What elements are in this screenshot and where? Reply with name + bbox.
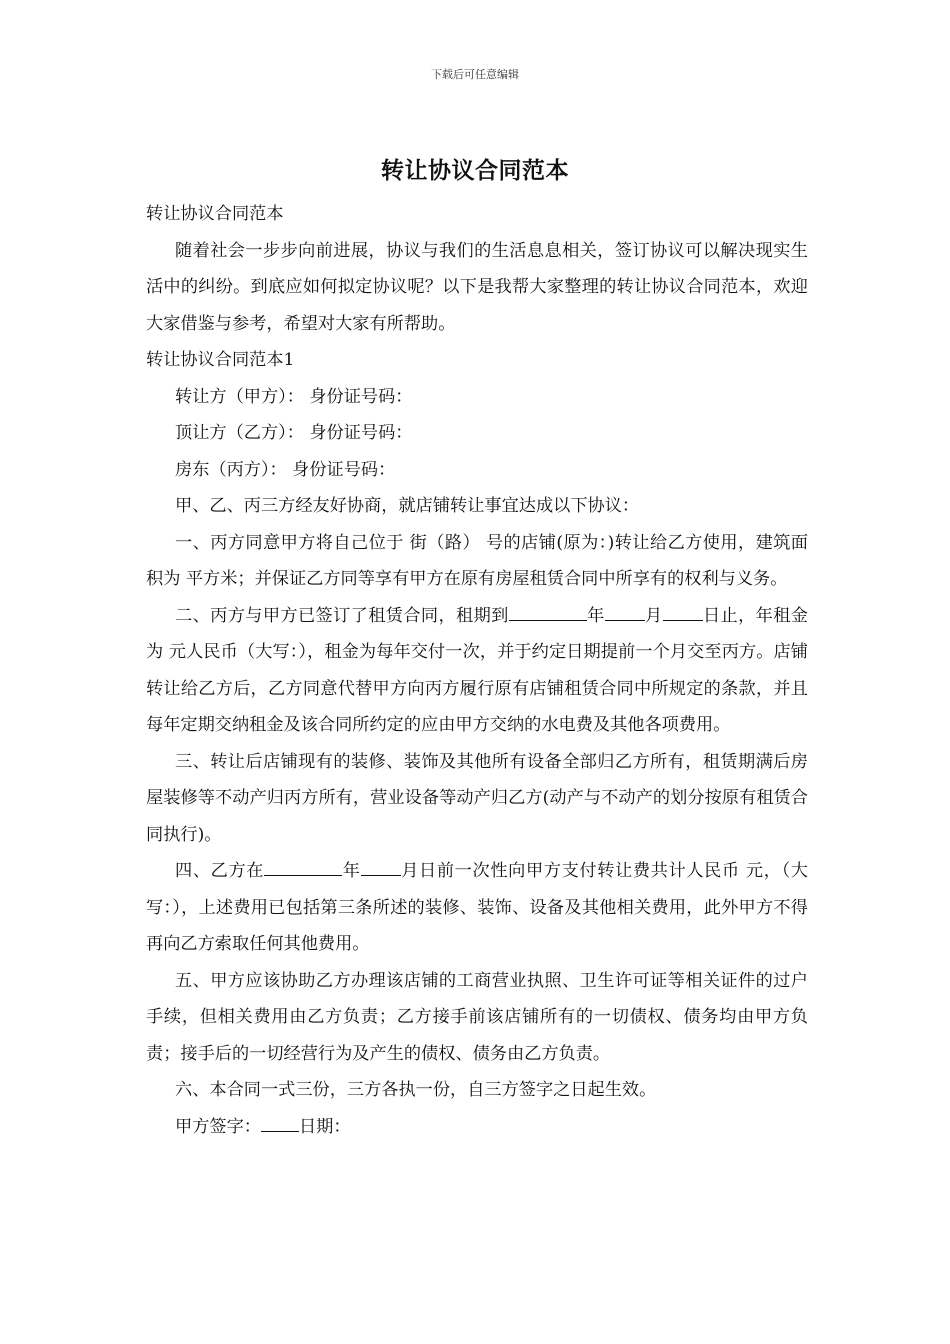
clause-2-part2: 日止，年租金为 元人民币（大写：），租金为每年交付一次，并于约定日期提前一个月交至丙方。店铺转让给乙方后，乙方同意代替甲方向丙方履行原有店铺租赁合同中所规定的条款，并且每年定期交纳租金及该合同所约定的应由甲方交纳的水电费及其他各项费用。 (146, 605, 808, 735)
clause-6: 六、本合同一式三份，三方各执一份，自三方签字之日起生效。 (175, 1080, 657, 1100)
document-body (146, 196, 808, 1145)
signature-label: 甲方签字： (175, 1116, 261, 1137)
blank-year (509, 602, 587, 620)
clause-5: 五、甲方应该协助乙方办理该店铺的工商营业执照、卫生许可证等相关证件的过户手续，但相关费用由乙方负责；乙方接手前该店铺所有的一切债权、债务均由甲方负责；接手后的一切经营行为及产生的债权、债务由乙方负责。 (146, 970, 808, 1064)
party-c-line: 房东（丙方）： 身份证号码： (175, 459, 396, 480)
party-b-line: 顶让方（乙方）： 身份证号码： (175, 423, 413, 443)
blank-year (264, 858, 342, 876)
clause-3: 三、转让后店铺现有的装修、装饰及其他所有设备全部归乙方所有，租赁期满后房屋装修等不动产归丙方所有，营业设备等动产归乙方(动产与不动产的划分按原有租赁合同执行)。 (146, 751, 808, 845)
intro-paragraph: 随着社会一步步向前进展，协议与我们的生活息息相关，签订协议可以解决现实生活中的纠纷。到底应如何拟定协议呢？以下是我帮大家整理的转让协议合同范本，欢迎大家借鉴与参考，希望对大家有所帮助。 (146, 240, 808, 334)
blank-month (605, 602, 645, 620)
signature-line (146, 1109, 808, 1146)
clause-4-part1: 四、乙方在 (175, 861, 265, 881)
section-heading: 转让协议合同范本1 (146, 350, 295, 370)
clause-2 (146, 598, 808, 744)
agreement-line: 甲、乙、丙三方经友好协商，就店铺转让事宜达成以下协议： (175, 496, 640, 516)
clause-2-year: 年 (586, 605, 605, 626)
clause-4-part2: 月日前一次性向甲方支付转让费共计人民币 元，（大写：），上述费用已包括第三条所述的装修、装饰、设备及其他相关费用，此外甲方不得再向乙方索取任何其他费用。 (146, 861, 808, 954)
clause-2-part1: 二、丙方与甲方已签订了租赁合同，租期到 (175, 605, 509, 626)
clause-2-month: 月 (644, 605, 663, 626)
clause-1: 一、丙方同意甲方将自己位于 街（路） 号的店铺(原为：)转让给乙方使用，建筑面积为 平方米；并保证乙方同等享有甲方在原有房屋租赁合同中所享有的权利与义务。 (146, 532, 808, 589)
header-note: 下载后可任意编辑 (431, 68, 519, 81)
date-label: 日期： (298, 1116, 351, 1137)
blank-month (361, 858, 401, 876)
clause-4 (146, 853, 808, 963)
clause-4-year: 年 (342, 861, 361, 881)
party-a-line: 转让方（甲方）： 身份证号码： (175, 386, 413, 407)
blank-signature (261, 1113, 299, 1131)
blank-day (663, 602, 703, 620)
subtitle: 转让协议合同范本 (146, 204, 284, 224)
document-title: 转让协议合同范本 (381, 157, 569, 184)
